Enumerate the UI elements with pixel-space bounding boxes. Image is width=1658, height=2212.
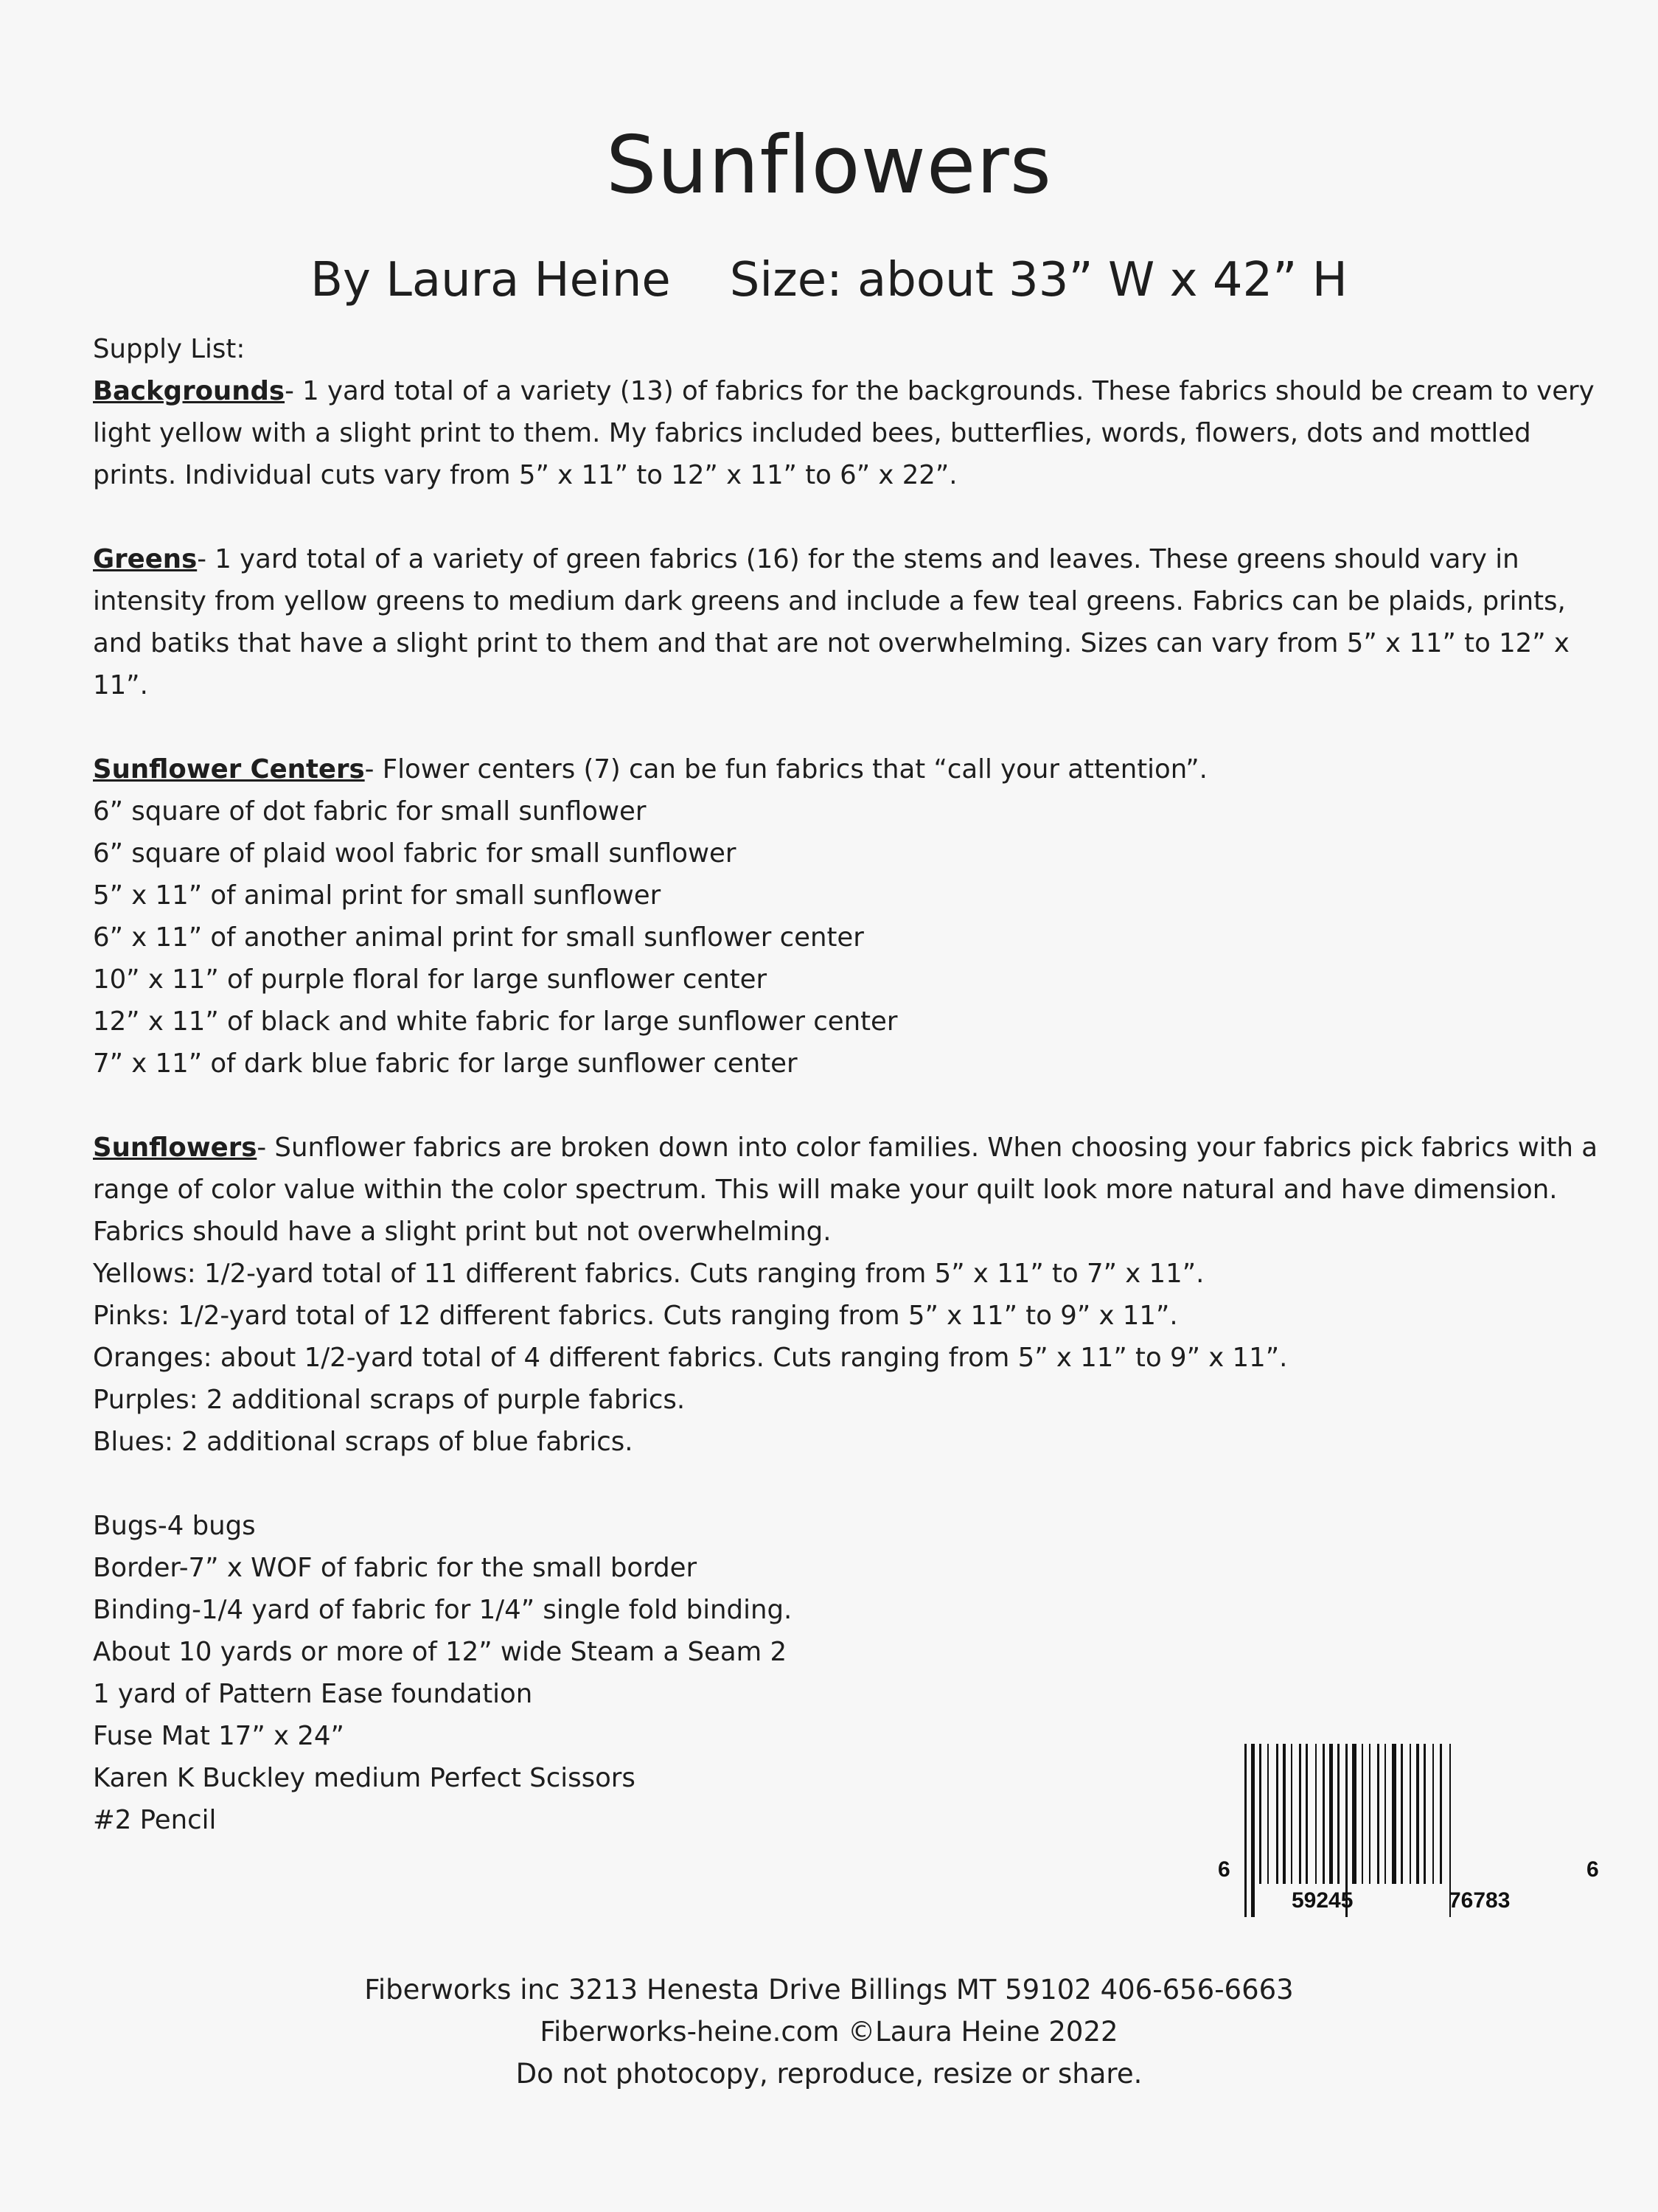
barcode-bar: [1362, 1744, 1363, 1884]
barcode-group-1: 59245: [1292, 1888, 1354, 1913]
centers-heading: Sunflower Centers: [93, 754, 365, 785]
list-item: #2 Pencil: [93, 1805, 217, 1835]
barcode-bar: [1251, 1744, 1255, 1917]
barcode-bar: [1369, 1744, 1370, 1884]
sunflowers-heading: Sunflowers: [93, 1133, 257, 1163]
barcode-bar: [1291, 1744, 1292, 1884]
list-item: Fuse Mat 17” x 24”: [93, 1721, 344, 1751]
barcode-bar: [1267, 1744, 1269, 1884]
greens-heading: Greens: [93, 544, 198, 574]
list-item: Oranges: about 1/2-yard total of 4 different fabrics. Cuts ranging from 5” x 11” to 9” x 11”.: [93, 1343, 1288, 1373]
list-item: 1 yard of Pattern Ease foundation: [93, 1679, 533, 1709]
sunflowers-section: [93, 1127, 1612, 1253]
supply-list-label: Supply List:: [93, 334, 245, 364]
list-item: Blues: 2 additional scraps of blue fabrics.: [93, 1427, 633, 1457]
supply-list: [93, 328, 1612, 1841]
barcode-bar: [1329, 1744, 1333, 1884]
list-item: 6” x 11” of another animal print for small sunflower center: [93, 922, 864, 953]
list-item: 7” x 11” of dark blue fabric for large sunflower center: [93, 1048, 798, 1079]
footer-notice: Do not photocopy, reproduce, resize or share.: [515, 2058, 1143, 2090]
barcode-bar: [1416, 1744, 1419, 1884]
barcode-bar: [1401, 1744, 1403, 1884]
barcode-right-digit: 6: [1586, 1857, 1599, 1882]
backgrounds-heading: Backgrounds: [93, 376, 285, 406]
list-item: Yellows: 1/2-yard total of 11 different fabrics. Cuts ranging from 5” x 11” to 7” x 11”.: [93, 1259, 1205, 1289]
author: By Laura Heine: [310, 253, 671, 307]
list-item: 10” x 11” of purple floral for large sunflower center: [93, 964, 767, 995]
quilt-size: Size: about 33” W x 42” H: [729, 253, 1348, 307]
barcode-bar: [1299, 1744, 1301, 1884]
barcode-bar: [1432, 1744, 1434, 1884]
barcode-bar: [1276, 1744, 1278, 1884]
barcode-bar: [1377, 1744, 1379, 1884]
barcode-bar: [1259, 1744, 1261, 1884]
barcode-bar: [1410, 1744, 1411, 1884]
backgrounds-section: [93, 370, 1612, 496]
footer: [0, 1969, 1658, 2095]
barcode-group-2: 76783: [1449, 1888, 1511, 1913]
list-item: Karen K Buckley medium Perfect Scissors: [93, 1763, 635, 1793]
list-item: 6” square of dot fabric for small sunflower: [93, 796, 647, 827]
barcode-bar: [1244, 1744, 1247, 1917]
backgrounds-text: - 1 yard total of a variety (13) of fabrics for the backgrounds. These fabrics should be cream to very light yellow with a slight print to them. My fabrics included bees, butterflies, words, flowers, dots and mottled prints. Individual cuts vary from 5” x 11” to 12” x 11” to 6” x 22”.: [93, 376, 1595, 490]
barcode-bar: [1306, 1744, 1308, 1884]
greens-text: - 1 yard total of a variety of green fabrics (16) for the stems and leaves. These greens should vary in intensity from yellow greens to medium dark greens and include a few teal greens. Fabrics can be plaids, prints, and batiks that have a slight print to them and that are not overwhelming. Sizes can vary from 5” x 11” to 12” x 11”.: [93, 544, 1570, 700]
list-item: Purples: 2 additional scraps of purple fabrics.: [93, 1385, 686, 1415]
footer-website: Fiberworks-heine.com ©Laura Heine 2022: [540, 2016, 1118, 2048]
barcode-bar: [1440, 1744, 1442, 1884]
list-item: 5” x 11” of animal print for small sunflower: [93, 880, 661, 911]
list-item: Bugs-4 bugs: [93, 1511, 256, 1541]
byline: [0, 251, 1658, 310]
list-item: About 10 yards or more of 12” wide Steam a Seam 2: [93, 1637, 787, 1667]
centers-text: - Flower centers (7) can be fun fabrics that “call your attention”.: [364, 754, 1208, 785]
footer-address: Fiberworks inc 3213 Henesta Drive Billings MT 59102 406-656-6663: [364, 1974, 1294, 2006]
list-item: 12” x 11” of black and white fabric for large sunflower center: [93, 1006, 898, 1037]
list-item: Pinks: 1/2-yard total of 12 different fabrics. Cuts ranging from 5” x 11” to 9” x 11”.: [93, 1301, 1178, 1331]
list-item: 6” square of plaid wool fabric for small sunflower: [93, 838, 736, 869]
barcode-bar: [1424, 1744, 1426, 1884]
barcode-bar: [1283, 1744, 1286, 1884]
barcode-bar: [1323, 1744, 1325, 1884]
barcode: [1218, 1744, 1601, 1917]
barcode-bar: [1337, 1744, 1340, 1884]
centers-section: [93, 748, 1612, 790]
page-title: Sunflowers: [605, 119, 1052, 212]
barcode-bar: [1352, 1744, 1356, 1884]
barcode-left-digit: 6: [1218, 1857, 1230, 1882]
list-item: Border-7” x WOF of fabric for the small border: [93, 1553, 697, 1583]
list-item: Binding-1/4 yard of fabric for 1/4” single fold binding.: [93, 1595, 793, 1625]
sunflowers-text: - Sunflower fabrics are broken down into color families. When choosing your fabrics pick fabrics with a range of color value within the color spectrum. This will make your quilt look more natural and have dimension. Fabrics should have a slight print but not overwhelming.: [93, 1133, 1598, 1247]
barcode-bar: [1315, 1744, 1317, 1884]
greens-section: [93, 538, 1612, 706]
barcode-bar: [1392, 1744, 1396, 1884]
barcode-bar: [1384, 1744, 1386, 1884]
